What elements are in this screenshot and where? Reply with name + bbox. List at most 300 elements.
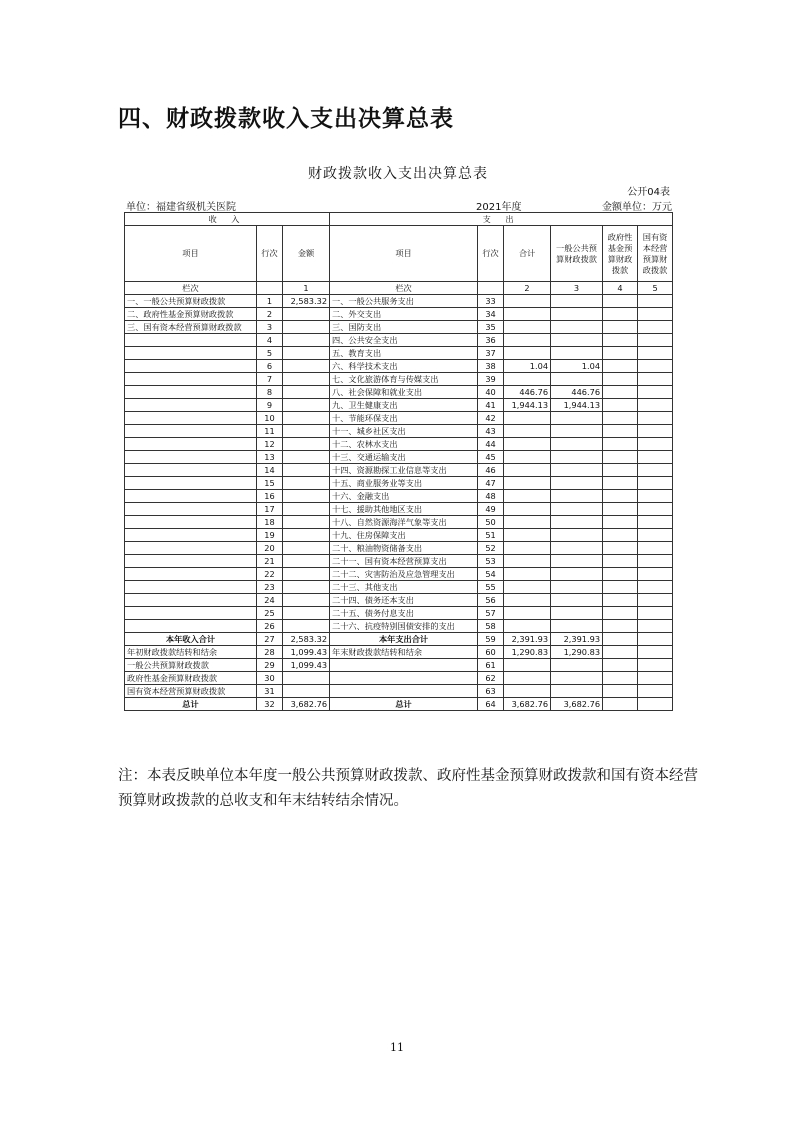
expense-row-no-cell: 45 [478,451,504,464]
expense-row-no-header: 行次 [478,226,504,282]
table-row [125,334,673,347]
income-row-no-cell: 1 [257,295,283,308]
state-capital-cell [638,295,673,308]
expense-row-no-cell: 46 [478,464,504,477]
general-budget-cell [551,451,603,464]
expense-item-cell: 十六、金融支出 [330,490,478,503]
state-capital-cell [638,451,673,464]
income-item-cell [125,568,257,581]
unit-label: 单位：福建省级机关医院 [126,202,236,213]
general-budget-cell [551,542,603,555]
expense-total-cell [504,568,551,581]
expense-total-cell [504,672,551,685]
expense-row-no-cell: 43 [478,425,504,438]
state-capital-cell [638,529,673,542]
gov-fund-cell [603,555,638,568]
table-row [125,542,673,555]
state-capital-header: 国有资本经营预算财政拨款 [638,226,673,282]
expense-row-no-cell: 63 [478,685,504,698]
gov-fund-cell [603,659,638,672]
state-capital-cell [638,659,673,672]
expense-total-cell [504,555,551,568]
general-budget-cell: 1,944.13 [551,399,603,412]
expense-item-cell: 四、公共安全支出 [330,334,478,347]
expense-item-cell: 二十二、灾害防治及应急管理支出 [330,568,478,581]
income-amount-cell [283,581,330,594]
income-item-cell [125,581,257,594]
table-row [125,386,673,399]
column-index-blank [257,282,283,295]
expense-item-cell: 十八、自然资源海洋气象等支出 [330,516,478,529]
income-item-cell [125,490,257,503]
column-index-row [125,282,673,295]
general-budget-cell [551,568,603,581]
expense-item-cell: 十九、住房保障支出 [330,529,478,542]
expense-row-no-cell: 54 [478,568,504,581]
general-budget-cell [551,490,603,503]
income-item-cell: 本年收入合计 [125,633,257,646]
income-amount-cell [283,568,330,581]
table-row [125,477,673,490]
expense-total-cell [504,581,551,594]
expense-total-cell [504,659,551,672]
income-amount-cell [283,386,330,399]
expense-item-cell: 二十、粮油物资储备支出 [330,542,478,555]
table-row [125,490,673,503]
expense-row-no-cell: 41 [478,399,504,412]
table-note: 注：本表反映单位本年度一般公共预算财政拨款、政府性基金预算财政拨款和国有资本经营预算财政拨款的总收支和年末结转结余情况。 [118,768,698,809]
money-unit-label: 金额单位：万元 [602,202,672,213]
income-amount-cell: 2,583.32 [283,295,330,308]
income-amount-cell [283,451,330,464]
expense-item-cell: 三、国防支出 [330,321,478,334]
general-budget-cell: 1,290.83 [551,646,603,659]
expense-total-header: 合计 [504,226,551,282]
expense-total-cell [504,607,551,620]
income-item-cell [125,542,257,555]
expense-total-cell: 1.04 [504,360,551,373]
state-capital-cell [638,425,673,438]
expense-row-no-cell: 35 [478,321,504,334]
expense-row-no-cell: 44 [478,438,504,451]
expense-row-no-cell: 42 [478,412,504,425]
state-capital-cell [638,347,673,360]
general-budget-cell [551,334,603,347]
expense-item-cell: 本年支出合计 [330,633,478,646]
gov-fund-cell [603,529,638,542]
income-item-cell: 年初财政拨款结转和结余 [125,646,257,659]
income-row-no-cell: 11 [257,425,283,438]
income-row-no-cell: 24 [257,594,283,607]
expense-total-cell [504,425,551,438]
expense-total-cell [504,373,551,386]
state-capital-cell [638,334,673,347]
income-row-no-cell: 2 [257,308,283,321]
gov-fund-cell [603,503,638,516]
section-header-row [125,213,673,226]
income-item-cell [125,477,257,490]
table-row [125,425,673,438]
gov-fund-cell [603,490,638,503]
expense-row-no-cell: 53 [478,555,504,568]
expense-total-cell [504,334,551,347]
income-row-no-cell: 29 [257,659,283,672]
income-row-no-cell: 25 [257,607,283,620]
table-row [125,347,673,360]
income-amount-cell [283,360,330,373]
income-row-no-cell: 7 [257,373,283,386]
income-item-cell [125,360,257,373]
income-row-no-cell: 19 [257,529,283,542]
income-amount-cell [283,425,330,438]
expense-item-cell: 二十一、国有资本经营预算支出 [330,555,478,568]
income-amount-cell [283,334,330,347]
table-row [125,360,673,373]
income-item-cell [125,412,257,425]
income-amount-cell [283,347,330,360]
expense-row-no-cell: 61 [478,659,504,672]
general-budget-cell [551,503,603,516]
expense-row-no-cell: 39 [478,373,504,386]
income-item-cell [125,438,257,451]
expense-item-cell: 二十三、其他支出 [330,581,478,594]
table-row [125,412,673,425]
table-code: 公开04表 [627,187,670,198]
income-amount-cell [283,477,330,490]
expense-total-cell: 446.76 [504,386,551,399]
state-capital-cell [638,672,673,685]
fiscal-summary-table [124,212,673,711]
state-capital-cell [638,399,673,412]
expense-item-cell: 九、卫生健康支出 [330,399,478,412]
expense-total-cell [504,451,551,464]
state-capital-cell [638,308,673,321]
income-row-no-cell: 4 [257,334,283,347]
expense-item-header: 项目 [330,226,478,282]
income-amount-cell [283,672,330,685]
gov-fund-cell [603,464,638,477]
income-item-cell [125,594,257,607]
expense-item-cell: 十一、城乡社区支出 [330,425,478,438]
table-row [125,594,673,607]
table-row [125,672,673,685]
income-row-no-cell: 20 [257,542,283,555]
expense-row-no-cell: 40 [478,386,504,399]
table-row [125,659,673,672]
column-index-2: 2 [504,282,551,295]
income-amount-cell [283,412,330,425]
table-row [125,685,673,698]
expense-item-cell: 十五、商业服务业等支出 [330,477,478,490]
income-row-no-cell: 16 [257,490,283,503]
income-row-no-cell: 15 [257,477,283,490]
general-budget-cell [551,685,603,698]
table-row [125,295,673,308]
column-index-5: 5 [638,282,673,295]
gov-fund-cell [603,334,638,347]
table-row [125,503,673,516]
gov-fund-cell [603,685,638,698]
state-capital-cell [638,373,673,386]
income-item-cell [125,425,257,438]
income-row-no-cell: 17 [257,503,283,516]
column-index-3: 3 [551,282,603,295]
table-row [125,321,673,334]
income-amount-cell [283,399,330,412]
state-capital-cell [638,698,673,711]
expense-row-no-cell: 47 [478,477,504,490]
gov-fund-cell [603,295,638,308]
income-amount-cell [283,607,330,620]
general-budget-cell: 2,391.93 [551,633,603,646]
expense-row-no-cell: 56 [478,594,504,607]
state-capital-cell [638,620,673,633]
income-amount-cell [283,438,330,451]
income-item-cell [125,529,257,542]
expense-row-no-cell: 62 [478,672,504,685]
state-capital-cell [638,477,673,490]
expense-item-cell: 二十四、债务还本支出 [330,594,478,607]
expense-item-cell: 二十五、债务付息支出 [330,607,478,620]
state-capital-cell [638,685,673,698]
table-row [125,555,673,568]
column-index-blank [478,282,504,295]
gov-fund-cell [603,451,638,464]
income-item-cell [125,516,257,529]
expense-total-cell: 2,391.93 [504,633,551,646]
table-row [125,464,673,477]
expense-total-cell [504,438,551,451]
expense-item-cell: 十四、资源勘探工业信息等支出 [330,464,478,477]
income-row-no-cell: 21 [257,555,283,568]
gov-fund-cell [603,477,638,490]
expense-total-cell: 1,290.83 [504,646,551,659]
income-amount-cell [283,490,330,503]
general-budget-cell [551,464,603,477]
income-row-no-cell: 6 [257,360,283,373]
income-row-no-cell: 30 [257,672,283,685]
income-row-no-cell: 5 [257,347,283,360]
general-budget-cell [551,607,603,620]
gov-fund-cell [603,581,638,594]
income-row-no-cell: 28 [257,646,283,659]
expense-item-cell: 十、节能环保支出 [330,412,478,425]
gov-fund-cell [603,594,638,607]
page-heading: 四、财政拨款收入支出决算总表 [118,106,454,132]
expense-row-no-cell: 51 [478,529,504,542]
income-row-no-cell: 14 [257,464,283,477]
state-capital-cell [638,438,673,451]
column-index-1: 1 [283,282,330,295]
expense-total-cell [504,490,551,503]
expense-item-cell: 五、教育支出 [330,347,478,360]
expense-total-cell [504,321,551,334]
income-item-cell: 二、政府性基金预算财政拨款 [125,308,257,321]
general-budget-cell [551,412,603,425]
gov-fund-cell [603,568,638,581]
gov-fund-cell [603,321,638,334]
general-budget-cell: 1.04 [551,360,603,373]
gov-fund-cell [603,412,638,425]
general-budget-cell [551,581,603,594]
general-budget-cell [551,672,603,685]
gov-fund-cell [603,620,638,633]
expense-total-cell [504,685,551,698]
table-row [125,373,673,386]
income-row-no-cell: 3 [257,321,283,334]
table-row [125,607,673,620]
income-amount-cell [283,373,330,386]
state-capital-cell [638,490,673,503]
table-row [125,698,673,711]
expense-row-no-cell: 64 [478,698,504,711]
income-row-no-cell: 31 [257,685,283,698]
general-budget-cell [551,555,603,568]
expense-total-cell [504,308,551,321]
expense-total-cell [504,529,551,542]
expense-total-cell: 1,944.13 [504,399,551,412]
income-amount-cell [283,464,330,477]
expense-row-no-cell: 38 [478,360,504,373]
column-index-label: 栏次 [125,282,257,295]
column-index-label: 栏次 [330,282,478,295]
expense-item-cell: 十二、农林水支出 [330,438,478,451]
general-budget-cell: 3,682.76 [551,698,603,711]
gov-fund-cell [603,425,638,438]
income-item-cell: 三、国有资本经营预算财政拨款 [125,321,257,334]
gov-fund-cell [603,646,638,659]
state-capital-cell [638,594,673,607]
income-amount-cell: 2,583.32 [283,633,330,646]
expense-row-no-cell: 48 [478,490,504,503]
table-row [125,438,673,451]
general-budget-cell [551,425,603,438]
gov-fund-header: 政府性基金预算财政拨款 [603,226,638,282]
income-item-cell [125,464,257,477]
table-row [125,568,673,581]
income-amount-cell [283,620,330,633]
page-number: 11 [390,1041,404,1054]
state-capital-cell [638,464,673,477]
expense-item-cell: 六、科学技术支出 [330,360,478,373]
state-capital-cell [638,321,673,334]
income-amount-cell: 1,099.43 [283,646,330,659]
state-capital-cell [638,503,673,516]
table-row [125,620,673,633]
gov-fund-cell [603,672,638,685]
expense-item-cell [330,659,478,672]
income-row-no-cell: 18 [257,516,283,529]
income-row-no-cell: 23 [257,581,283,594]
expense-item-cell: 十三、交通运输支出 [330,451,478,464]
expense-total-cell [504,464,551,477]
income-row-no-header: 行次 [257,226,283,282]
income-row-no-cell: 9 [257,399,283,412]
expense-total-cell: 3,682.76 [504,698,551,711]
expense-row-no-cell: 60 [478,646,504,659]
table-row [125,633,673,646]
income-amount-cell [283,555,330,568]
gov-fund-cell [603,607,638,620]
expense-item-cell: 八、社会保障和就业支出 [330,386,478,399]
income-amount-header: 金额 [283,226,330,282]
income-amount-cell [283,321,330,334]
gov-fund-cell [603,698,638,711]
income-item-cell [125,334,257,347]
general-budget-cell [551,477,603,490]
expense-row-no-cell: 49 [478,503,504,516]
table-row [125,646,673,659]
expense-item-cell [330,685,478,698]
income-amount-cell [283,516,330,529]
state-capital-cell [638,555,673,568]
expense-row-no-cell: 55 [478,581,504,594]
table-row [125,516,673,529]
expense-total-cell [504,477,551,490]
state-capital-cell [638,581,673,594]
income-row-no-cell: 32 [257,698,283,711]
gov-fund-cell [603,633,638,646]
income-section-header: 收 入 [125,213,330,226]
expense-item-cell: 年末财政拨款结转和结余 [330,646,478,659]
expense-total-cell [504,347,551,360]
expense-total-cell [504,516,551,529]
income-row-no-cell: 27 [257,633,283,646]
general-budget-cell [551,295,603,308]
table-title: 财政拨款收入支出决算总表 [308,166,488,182]
income-amount-cell [283,529,330,542]
income-row-no-cell: 26 [257,620,283,633]
expense-item-cell: 总计 [330,698,478,711]
state-capital-cell [638,360,673,373]
state-capital-cell [638,633,673,646]
income-item-header: 项目 [125,226,257,282]
expense-row-no-cell: 34 [478,308,504,321]
gov-fund-cell [603,360,638,373]
expense-item-cell: 七、文化旅游体育与传媒支出 [330,373,478,386]
state-capital-cell [638,646,673,659]
income-item-cell [125,607,257,620]
general-budget-cell [551,529,603,542]
general-budget-header: 一般公共预算财政拨款 [551,226,603,282]
gov-fund-cell [603,542,638,555]
gov-fund-cell [603,399,638,412]
column-index-4: 4 [603,282,638,295]
state-capital-cell [638,607,673,620]
general-budget-cell: 446.76 [551,386,603,399]
general-budget-cell [551,347,603,360]
table-meta [124,198,672,211]
year-label: 2021年度 [476,202,522,213]
expense-item-cell [330,672,478,685]
general-budget-cell [551,659,603,672]
table-row [125,529,673,542]
expense-row-no-cell: 52 [478,542,504,555]
state-capital-cell [638,542,673,555]
expense-row-no-cell: 58 [478,620,504,633]
income-row-no-cell: 22 [257,568,283,581]
gov-fund-cell [603,308,638,321]
income-row-no-cell: 8 [257,386,283,399]
expense-row-no-cell: 50 [478,516,504,529]
expense-item-cell: 二、外交支出 [330,308,478,321]
income-amount-cell [283,503,330,516]
general-budget-cell [551,620,603,633]
income-row-no-cell: 12 [257,438,283,451]
income-item-cell [125,399,257,412]
income-item-cell: 总计 [125,698,257,711]
income-item-cell [125,451,257,464]
